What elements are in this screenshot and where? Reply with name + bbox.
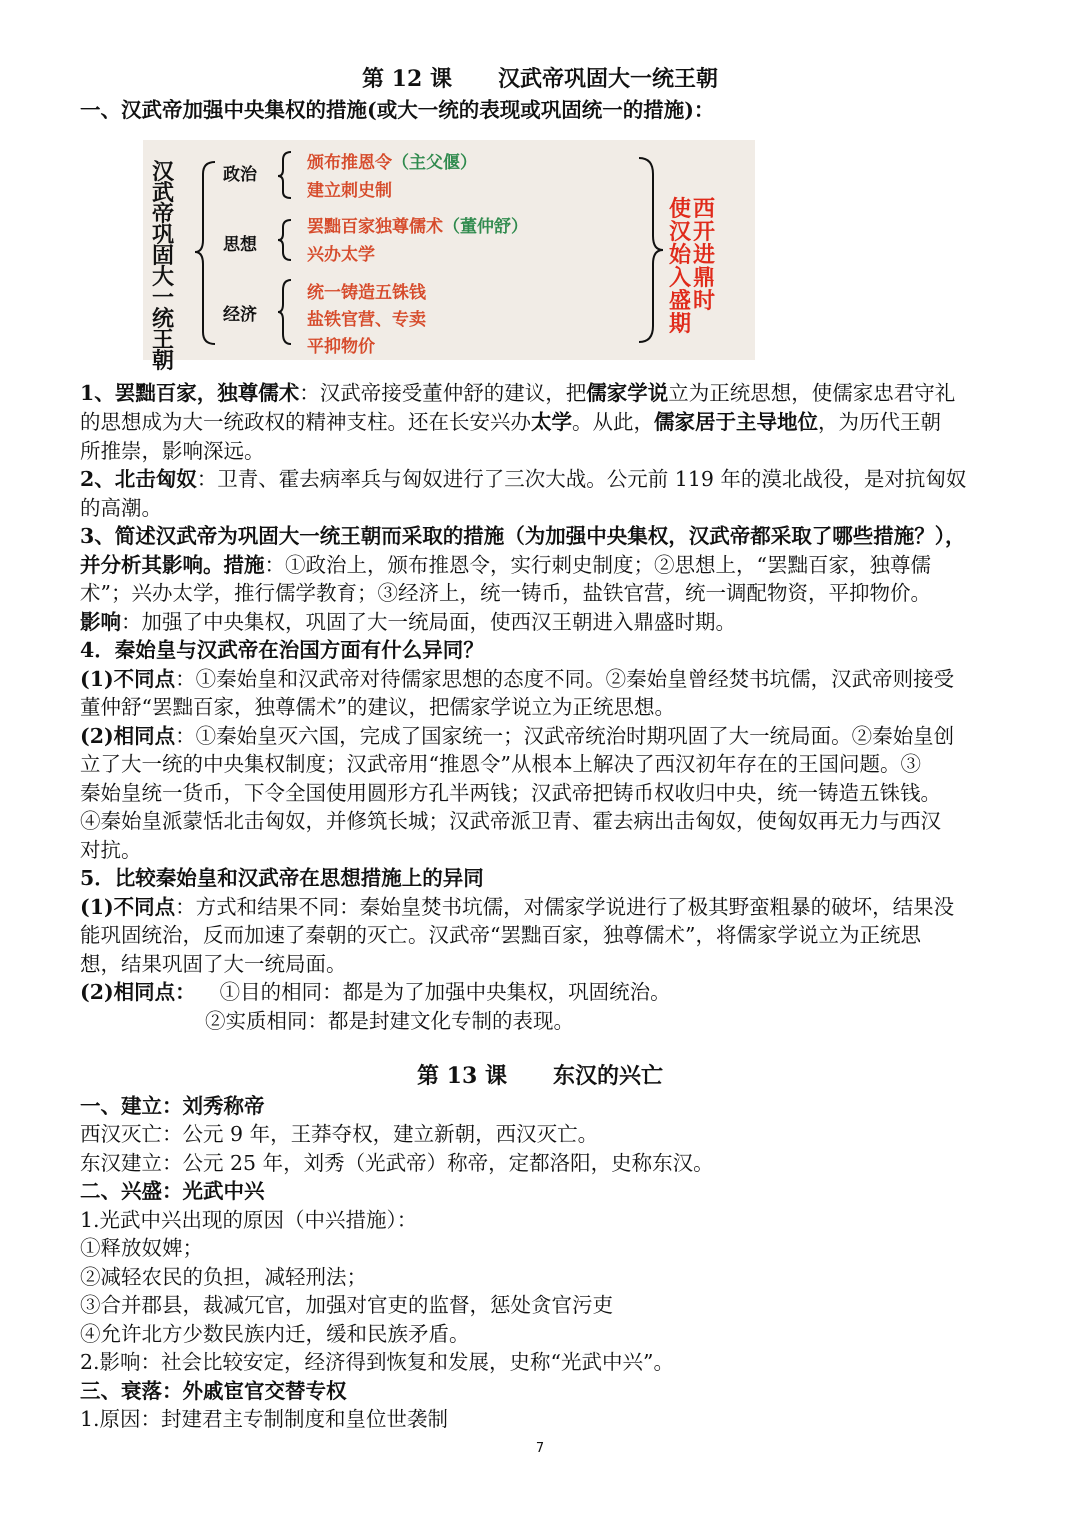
q5-diff-line-1: (1)不同点：方式和结果不同：秦始皇焚书坑儒，对儒家学说进行了极其野蛮粗暴的破坏，结果没 — [80, 895, 955, 919]
lesson-13-line: ③合并郡县，裁减冗官，加强对官吏的监督，惩处贪官污吏 — [80, 1293, 613, 1317]
politics-brace — [278, 152, 291, 198]
paragraph-3-line-4: 影响：加强了中央集权，巩固了大一统局面，使西汉王朝进入鼎盛时期。 — [80, 610, 736, 634]
measure-item: 统一铸造五铢钱 — [307, 283, 426, 303]
paragraph-1-line-3: 所推崇，影响深远。 — [80, 439, 265, 463]
measure-item: 平抑物价 — [307, 337, 375, 357]
diagram-root-label: 汉武帝巩固大一统王朝 — [151, 159, 174, 374]
measure-item: 罢黜百家独尊儒术（董仲舒） — [307, 217, 528, 237]
question-5: 5．比较秦始皇和汉武帝在思想措施上的异同 — [80, 866, 484, 890]
lesson-13-title — [0, 1062, 1080, 1091]
paragraph-3-line-2: 并分析其影响。措施：①政治上，颁布推恩令，实行刺史制度；②思想上，“罢黜百家，独尊儒 — [80, 553, 931, 577]
result-brace — [639, 158, 663, 342]
lesson-13-line: 西汉灭亡：公元 9 年，王莽夺权，建立新朝，西汉灭亡。 — [80, 1122, 599, 1146]
root-brace — [195, 162, 215, 344]
q4-same-line-5: 对抗。 — [80, 838, 142, 862]
q4-same-line-3: 秦始皇统一货币，下令全国使用圆形方孔半两钱；汉武帝把铸币权收归中央，统一铸造五铢钱。 — [80, 781, 941, 805]
q5-same-line-2: ②实质相同：都是封建文化专制的表现。 — [205, 1009, 574, 1033]
q4-same-line-4: ④秦始皇派蒙恬北击匈奴，并修筑长城；汉武帝派卫青、霍去病出击匈奴，使匈奴再无力与西汉 — [80, 809, 941, 833]
q5-same-line-1: (2)相同点： ①目的相同：都是为了加强中央集权，巩固统治。 — [80, 980, 671, 1004]
lesson-13-number: 第 13 课 — [417, 1063, 507, 1089]
lesson-12-title — [0, 65, 1080, 94]
q5-diff-line-2: 能巩固统治，反而加速了秦朝的灭亡。汉武帝“罢黜百家，独尊儒术”，将儒家学说立为正统思 — [80, 923, 921, 947]
lesson-13-heading-3: 三、衰落：外戚宦官交替专权 — [80, 1379, 347, 1403]
paragraph-2-line-2: 的高潮。 — [80, 496, 162, 520]
paragraph-3-line-1: 3、简述汉武帝为巩固大一统王朝而采取的措施（为加强中央集权，汉武帝都采取了哪些措施？）， — [80, 524, 966, 548]
thought-brace — [278, 220, 291, 260]
q4-diff-line-1: (1)不同点：①秦始皇和汉武帝对待儒家思想的态度不同。②秦始皇曾经焚书坑儒，汉武帝则接受 — [80, 667, 955, 691]
q5-diff-line-3: 想，结果巩固了大一统局面。 — [80, 952, 347, 976]
q4-diff-line-2: 董仲舒“罢黜百家，独尊儒术”的建议，把儒家学说立为正统思想。 — [80, 695, 675, 719]
measures-diagram — [143, 140, 755, 374]
measure-item: 建立刺史制 — [307, 181, 392, 201]
lesson-13-line: 1.原因：封建君主专制制度和皇位世袭制 — [80, 1407, 449, 1431]
q4-same-line-1: (2)相同点：①秦始皇灭六国，完成了国家统一；汉武帝统治时期巩固了大一统局面。②秦始皇创 — [80, 724, 955, 748]
paragraph-3-line-3: 术”；兴办太学，推行儒学教育；③经济上，统一铸币，盐铁官营，统一调配物资，平抑物价。 — [80, 581, 931, 605]
question-4: 4．秦始皇与汉武帝在治国方面有什么异同？ — [80, 638, 484, 662]
lesson-13-line: ②减轻农民的负担，减轻刑法； — [80, 1265, 367, 1289]
lesson-12-name: 汉武帝巩固大一统王朝 — [497, 66, 718, 92]
category-politics: 政治 — [223, 165, 257, 185]
lesson-13-name: 东汉的兴亡 — [552, 1063, 663, 1089]
category-thought: 思想 — [223, 235, 257, 255]
lesson-13-line: 2.影响：社会比较安定，经济得到恢复和发展，史称“光武中兴”。 — [80, 1350, 675, 1374]
paragraph-1-line-2: 的思想成为大一统政权的精神支柱。还在长安兴办太学。从此，儒家居于主导地位，为历代王朝 — [80, 410, 941, 434]
lesson-13-line: 东汉建立：公元 25 年，刘秀（光武帝）称帝，定都洛阳，史称东汉。 — [80, 1151, 714, 1175]
economy-brace — [278, 280, 291, 344]
section-heading: 一、汉武帝加强中央集权的措施(或大一统的表现或巩固统一的措施)： — [80, 98, 715, 122]
lesson-13-heading-1: 一、建立：刘秀称帝 — [80, 1094, 265, 1118]
lesson-13-line: 1.光武中兴出现的原因（中兴措施）： — [80, 1208, 418, 1232]
paragraph-2-line-1: 2、北击匈奴：卫青、霍去病率兵与匈奴进行了三次大战。公元前 119 年的漠北战役，是对抗匈奴 — [80, 467, 967, 491]
measure-item: 颁布推恩令（主父偃） — [307, 153, 477, 173]
measure-item: 兴办太学 — [307, 245, 375, 265]
measure-item: 盐铁官营、专卖 — [307, 310, 426, 330]
lesson-13-line: ④允许北方少数民族内迁，缓和民族矛盾。 — [80, 1322, 470, 1346]
paragraph-1-line-1: 1、罢黜百家，独尊儒术：汉武帝接受董仲舒的建议，把儒家学说立为正统思想，使儒家忠君守礼 — [80, 381, 956, 405]
lesson-12-number: 第 12 课 — [362, 66, 452, 92]
diagram-result: 使西汉开始进入鼎盛时期 — [669, 196, 718, 337]
category-economy: 经济 — [223, 305, 257, 325]
q4-same-line-2: 立了大一统的中央集权制度；汉武帝用“推恩令”从根本上解决了西汉初年存在的王国问题。③ — [80, 752, 921, 776]
lesson-13-heading-2: 二、兴盛：光武中兴 — [80, 1179, 265, 1203]
lesson-13-line: ①释放奴婢； — [80, 1236, 203, 1260]
page-number: 7 — [535, 1441, 545, 1456]
